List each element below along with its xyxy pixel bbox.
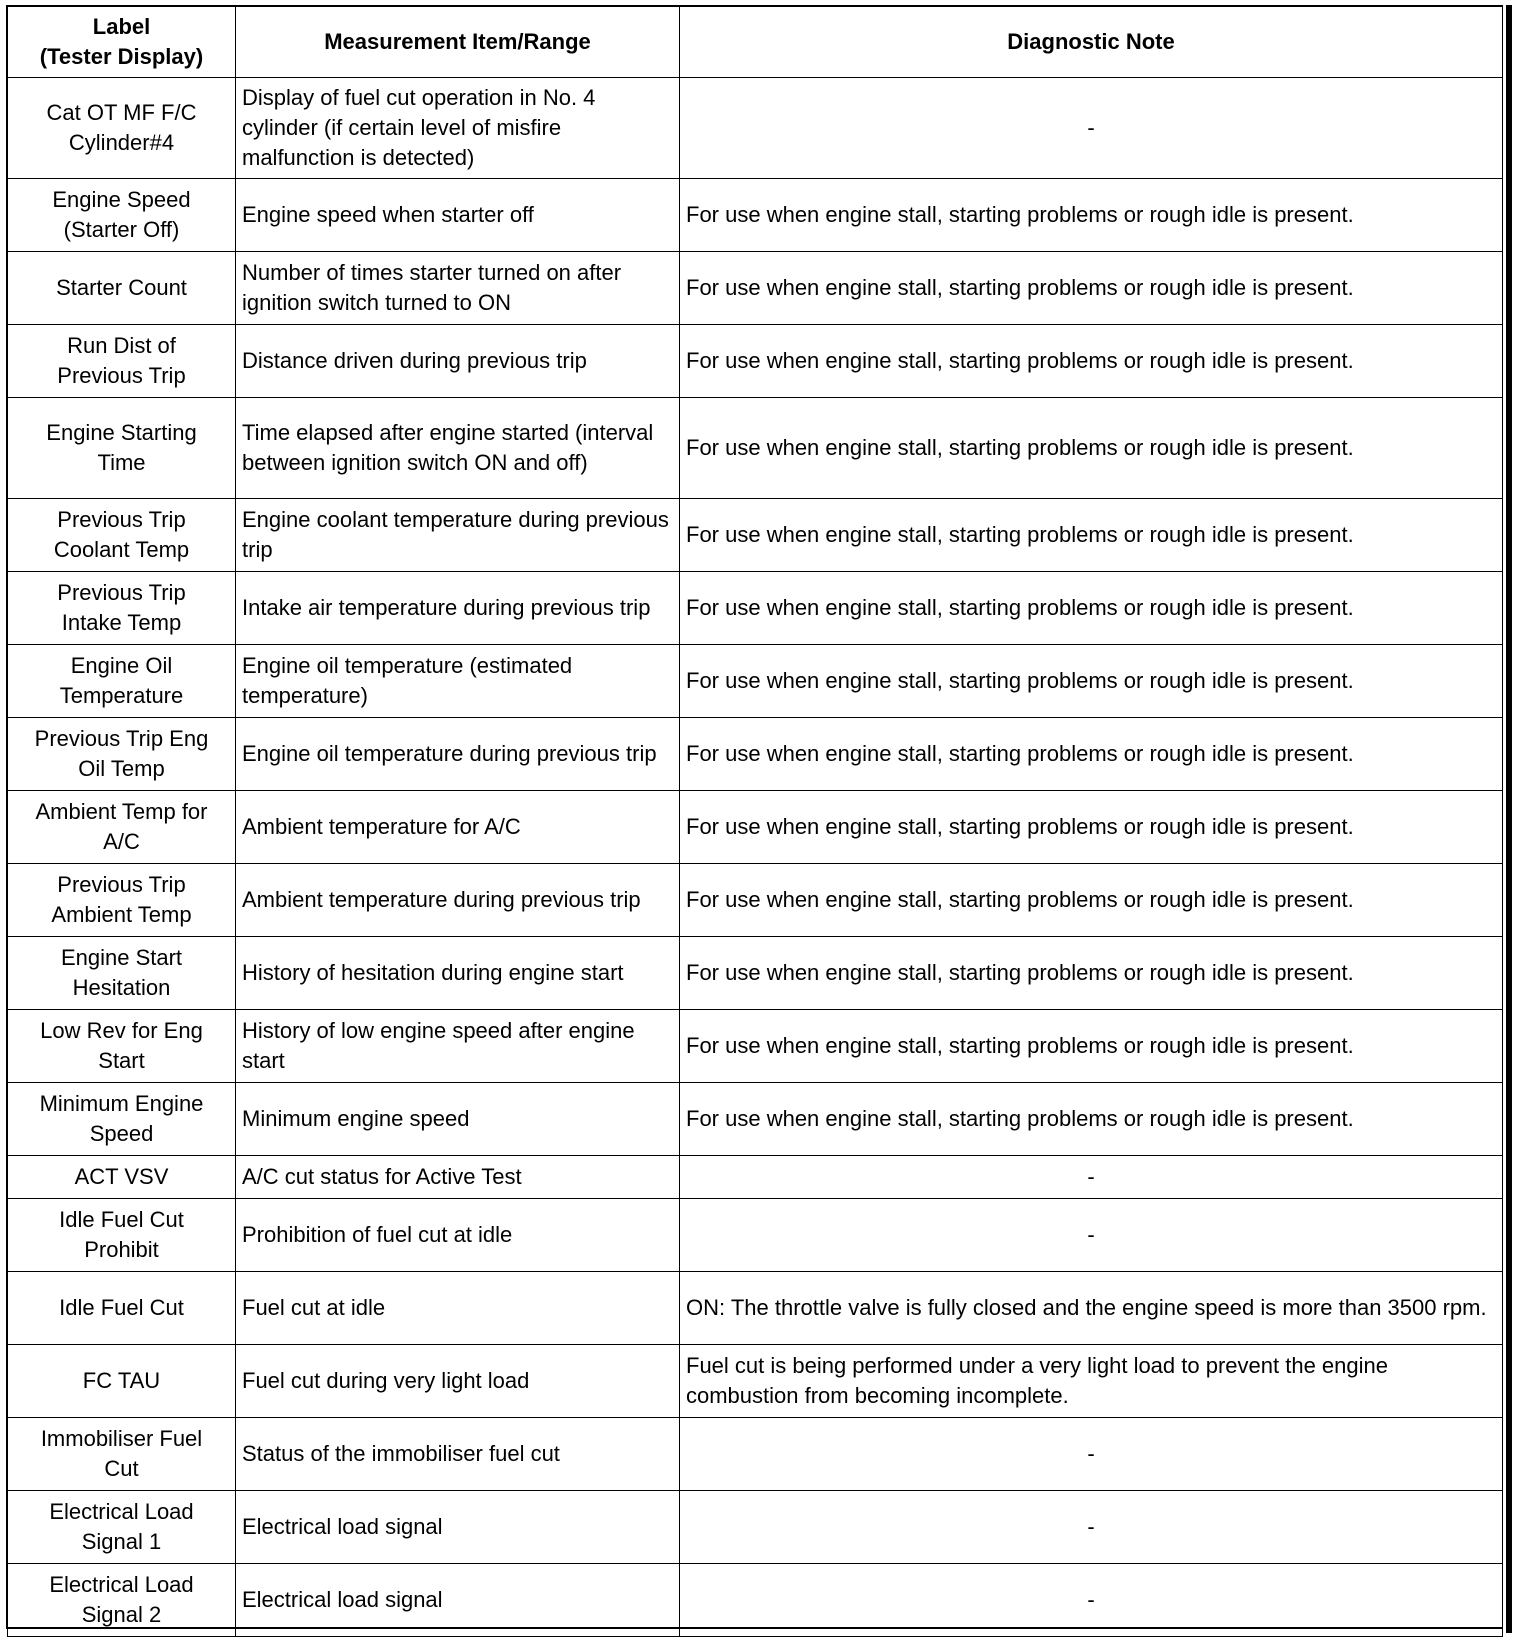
- table-row: [8, 791, 1503, 864]
- table-row: [8, 1272, 1503, 1345]
- cell-measurement: Prohibition of fuel cut at idle: [236, 1199, 680, 1272]
- header-note: Diagnostic Note: [680, 7, 1503, 78]
- cell-label: Run Dist of Previous Trip: [8, 325, 236, 398]
- cell-measurement: Number of times starter turned on after ignition switch turned to ON: [236, 252, 680, 325]
- table-row: [8, 1345, 1503, 1418]
- table-row: [8, 572, 1503, 645]
- header-label: Label (Tester Display): [8, 7, 236, 78]
- table-row: [8, 1491, 1503, 1564]
- cell-label: Low Rev for Eng Start: [8, 1010, 236, 1083]
- table-row: [8, 1199, 1503, 1272]
- cell-note: -: [680, 78, 1503, 179]
- cell-measurement: Ambient temperature for A/C: [236, 791, 680, 864]
- cell-note: For use when engine stall, starting problems or rough idle is present.: [680, 179, 1503, 252]
- table-row: [8, 1418, 1503, 1491]
- cell-note: For use when engine stall, starting problems or rough idle is present.: [680, 252, 1503, 325]
- cell-label: ACT VSV: [8, 1156, 236, 1199]
- cell-label: Ambient Temp for A/C: [8, 791, 236, 864]
- cell-note: For use when engine stall, starting problems or rough idle is present.: [680, 937, 1503, 1010]
- cell-note: -: [680, 1564, 1503, 1637]
- cell-measurement: History of hesitation during engine start: [236, 937, 680, 1010]
- cell-label: Previous Trip Coolant Temp: [8, 499, 236, 572]
- table-row: [8, 1010, 1503, 1083]
- table-row: [8, 718, 1503, 791]
- cell-measurement: Status of the immobiliser fuel cut: [236, 1418, 680, 1491]
- table-row: [8, 645, 1503, 718]
- cell-note: For use when engine stall, starting problems or rough idle is present.: [680, 791, 1503, 864]
- cell-measurement: Intake air temperature during previous trip: [236, 572, 680, 645]
- cell-label: Idle Fuel Cut: [8, 1272, 236, 1345]
- cell-label: Previous Trip Eng Oil Temp: [8, 718, 236, 791]
- cell-label: Previous Trip Ambient Temp: [8, 864, 236, 937]
- cell-measurement: Engine coolant temperature during previous trip: [236, 499, 680, 572]
- cell-label: Idle Fuel Cut Prohibit: [8, 1199, 236, 1272]
- cell-measurement: Time elapsed after engine started (interval between ignition switch ON and off): [236, 398, 680, 499]
- cell-label: Engine Start Hesitation: [8, 937, 236, 1010]
- cell-label: Cat OT MF F/C Cylinder#4: [8, 78, 236, 179]
- cell-measurement: Engine oil temperature (estimated temperature): [236, 645, 680, 718]
- header-measurement: Measurement Item/Range: [236, 7, 680, 78]
- right-border-bar: [1506, 5, 1512, 1633]
- cell-measurement: Display of fuel cut operation in No. 4 cylinder (if certain level of misfire malfunction is detected): [236, 78, 680, 179]
- cell-note: For use when engine stall, starting problems or rough idle is present.: [680, 718, 1503, 791]
- cell-note: For use when engine stall, starting problems or rough idle is present.: [680, 398, 1503, 499]
- cell-measurement: Fuel cut at idle: [236, 1272, 680, 1345]
- table-row: [8, 1564, 1503, 1637]
- cell-label: Starter Count: [8, 252, 236, 325]
- table-row: [8, 179, 1503, 252]
- cell-note: Fuel cut is being performed under a very light load to prevent the engine combustion from becoming incomplete.: [680, 1345, 1503, 1418]
- cell-label: Minimum Engine Speed: [8, 1083, 236, 1156]
- cell-measurement: Fuel cut during very light load: [236, 1345, 680, 1418]
- cell-measurement: Electrical load signal: [236, 1491, 680, 1564]
- table-row: [8, 325, 1503, 398]
- table-row: [8, 937, 1503, 1010]
- cell-measurement: Engine oil temperature during previous trip: [236, 718, 680, 791]
- cell-measurement: A/C cut status for Active Test: [236, 1156, 680, 1199]
- table-row: [8, 864, 1503, 937]
- cell-label: Electrical Load Signal 2: [8, 1564, 236, 1637]
- cell-note: For use when engine stall, starting problems or rough idle is present.: [680, 325, 1503, 398]
- data-list-table: [7, 6, 1503, 1637]
- cell-measurement: Minimum engine speed: [236, 1083, 680, 1156]
- cell-note: For use when engine stall, starting problems or rough idle is present.: [680, 864, 1503, 937]
- cell-label: Engine Speed (Starter Off): [8, 179, 236, 252]
- table-row: [8, 1083, 1503, 1156]
- table-row: [8, 398, 1503, 499]
- cell-note: For use when engine stall, starting problems or rough idle is present.: [680, 1083, 1503, 1156]
- cell-label: Engine Starting Time: [8, 398, 236, 499]
- cell-note: For use when engine stall, starting problems or rough idle is present.: [680, 645, 1503, 718]
- cell-note: -: [680, 1418, 1503, 1491]
- cell-note: ON: The throttle valve is fully closed and the engine speed is more than 3500 rpm.: [680, 1272, 1503, 1345]
- table-body: [8, 78, 1503, 1637]
- cell-measurement: Engine speed when starter off: [236, 179, 680, 252]
- cell-label: FC TAU: [8, 1345, 236, 1418]
- cell-label: Previous Trip Intake Temp: [8, 572, 236, 645]
- cell-note: For use when engine stall, starting problems or rough idle is present.: [680, 1010, 1503, 1083]
- cell-measurement: History of low engine speed after engine start: [236, 1010, 680, 1083]
- table-row: [8, 78, 1503, 179]
- cell-measurement: Distance driven during previous trip: [236, 325, 680, 398]
- table-row: [8, 499, 1503, 572]
- cell-note: For use when engine stall, starting problems or rough idle is present.: [680, 572, 1503, 645]
- cell-note: -: [680, 1491, 1503, 1564]
- cell-label: Engine Oil Temperature: [8, 645, 236, 718]
- cell-note: -: [680, 1156, 1503, 1199]
- cell-note: -: [680, 1199, 1503, 1272]
- cell-note: For use when engine stall, starting problems or rough idle is present.: [680, 499, 1503, 572]
- table-row: [8, 252, 1503, 325]
- cell-measurement: Ambient temperature during previous trip: [236, 864, 680, 937]
- cell-measurement: Electrical load signal: [236, 1564, 680, 1637]
- cell-label: Electrical Load Signal 1: [8, 1491, 236, 1564]
- table-row: [8, 1156, 1503, 1199]
- cell-label: Immobiliser Fuel Cut: [8, 1418, 236, 1491]
